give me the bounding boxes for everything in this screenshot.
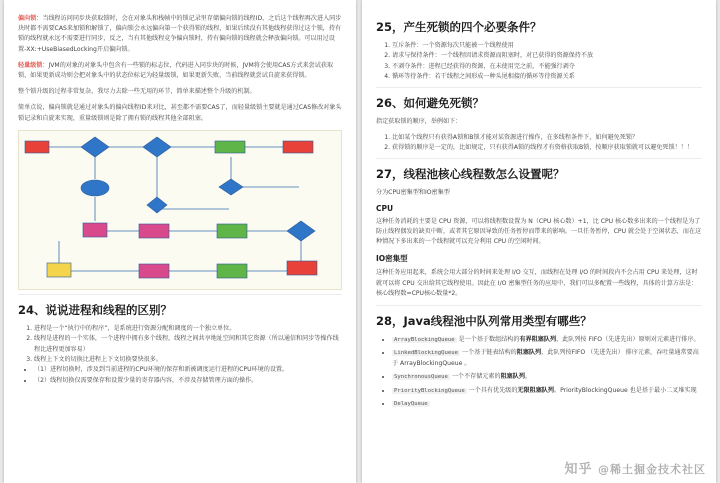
node-upgrade [83,223,107,237]
list-24 [18,324,342,366]
list-24-item-2: 2. 线程是进程的一个实体，一个进程中拥有多个线程，线程之间共享地址空间和其它资源（所以通信和同步等操作线程比进程更加容易） [34,334,342,355]
io-heading: IO密集型 [376,254,408,264]
queue-type-item [392,399,702,409]
section-26-title: 26、如何避免死锁？ [376,95,485,110]
divider [376,158,702,159]
bullet-24-item-2: • （2）线程切换仅需要保存和设置少量的寄存器内容，不涉及存储管理方面的操作。 [34,376,342,386]
queue-type-item: • ArrayBlockingQueue 是一个基于数组结构的有界阻塞队列，此队列按 FIFO（先进先出）原则对元素进行排序。 [392,335,702,345]
cpu-text: 这种任务消耗的主要是 CPU 资源，可以将线程数设置为 N（CPU 核心数）+1，比 CPU 核心数多出来的一个线程是为了防止线程偶发的缺页中断，或者其它原因导致的任务暂停而带来的影响。一旦任务暂停，CPU 就会处于空闲状态，而在这种情况下多出来的一个线程就可以充分利用 CPU 的空闲时间。 [376,217,702,246]
section-27-intro: 分为CPU密集型和IO密集型 [376,188,450,196]
queue-class-name: LinkedBlockingQueue [394,350,458,357]
paragraph-biased-lock [18,14,342,55]
node-check-1 [81,137,109,157]
list-24-item-1: 1. 进程是一个“执行中的程序”，是系统进行资源分配和调度的一个独立单位。 [34,324,342,334]
section-25-title: 25，产生死锁的四个必要条件？ [376,20,542,34]
node-cas [81,180,109,196]
queue-type-list [376,335,702,409]
io-text: 这种任务应用起来，系统会用大部分的时间来处理 I/O 交互，而线程在处理 I/O 的时间段内不会占用 CPU 来处理，这时就可以将 CPU 交出给其它线程使用。因此在 I/O 密集型任务的应用中，我们可以多配置一些线程，具体的计算方法是： 核心线程数=CPU核心数量*2。 [376,269,698,297]
queue-type-item: • LinkedBlockingQueue 一个基于链表结构的阻塞队列，此队列按FIFO （先进先出） 排序元素，吞吐量通常要高于 ArrayBlockingQueue 。 [392,348,702,369]
paragraph-upgrade-intro: 整个锁升级的过程非常复杂，我尽力去除一些无用的环节，简单来描述整个升级的机制。 [18,88,256,96]
lightweight-lock-text: ：JVM的对象的对象头中包含有一些锁的标志位，代码进入同步块的时候，JVM将会使用CAS方式来尝试获取锁，如果更新成功则会把对象头中的状态位标记为轻量级锁，如果更新失败，当前线程就尝试自旋来获得锁。 [18,61,334,80]
right-page [362,0,716,483]
queue-type-item: • PriorityBlockingQueue 一个具有优先级的无限阻塞队列。PriorityBlockingQueue 也是基于最小二叉堆实现 [392,386,702,396]
list-26-item-1: 1. 比如某个线程只有获得A锁和B锁才能对某资源进行操作，在多线程条件下，如何避免死锁？ [392,133,702,143]
node-check-2 [143,137,171,157]
node-check-5 [287,221,315,241]
node-check-3 [147,197,167,213]
divider [18,294,342,295]
biased-lock-label: 偏向锁 [18,15,37,22]
list-24-item-3: 3. 线程上下文的切换比进程上下文切换要快很多。 [34,355,342,365]
section-24-title: 24、说说进程和线程的区别？ [18,302,173,317]
list-26-item-2: 2. 获得锁的顺序是一定的，比如规定，只有获得A锁的线程才有资格获取B锁，按顺序获取锁就可以避免死锁！！！ [392,143,702,153]
list-25-item-2: 2. 请求与保持条件：一个线程因请求资源而阻塞时，对已获得的资源保持不放 [392,51,702,61]
zhihu-watermark: 知乎 @稀土掘金技术社区 [564,462,706,477]
biased-lock-text: ：当线程访问同步块获取锁时，会在对象头和栈帧中的锁记录里存储偏向锁的线程ID，之后这个线程再次进入同步块时都不需要CAS来加锁和解锁了，偏向锁会永远偏向第一个获得锁的线程，如果后续没有其他线程获得过这个锁，持有锁的线程就永远不需要进行同步，反之，当有其他线程竞争偏向锁时，持有偏向锁的线程就会释放偏向锁。可以用过设置-XX:+UseBiasedLocking开启偏向锁。 [18,15,342,53]
section-26-intro: 指定获取锁的顺序，举例如下： [376,117,462,125]
lightweight-lock-label: 轻量级锁 [18,61,43,69]
list-26 [376,133,702,154]
queue-class-name: SynchronousQueue [394,374,448,381]
lock-upgrade-flowchart [18,130,342,290]
queue-class-name: ArrayBlockingQueue [394,337,455,344]
node-start [25,141,49,153]
list-25-item-4: 4. 循环等待条件：若干线程之间形成一种头尾相接的循环等待资源关系 [392,72,702,82]
flowchart-graphic [19,131,343,291]
divider [376,87,702,88]
paragraph-lightweight-lock [18,61,342,81]
bullets-24 [18,365,342,386]
list-25-item-1: 1. 互斥条件：一个资源每次只能被一个线程使用 [392,41,702,51]
left-page [4,0,356,483]
divider [376,305,702,306]
cpu-heading: CPU [376,203,394,213]
node-heavyweight [217,264,247,278]
node-execute [215,141,245,153]
bullet-24-item-1: • （1）进程切换时，涉及到当前进程的CPU环境的保存和新被调度运行进程的CPU环境的设置。 [34,365,342,375]
queue-type-item: • SynchronousQueue 一个不存储元素的阻塞队列。 [392,372,702,382]
node-end-2 [287,261,317,275]
node-revoke [139,224,169,238]
node-cas-replace [139,264,169,278]
node-spin [47,263,71,277]
section-27-title: 27，线程池核心线程数怎么设置呢？ [376,166,565,181]
queue-class-name: DelayQueue [394,401,428,408]
paragraph-summary: 简单点说，偏向锁就是通过对象头的偏向线程ID来对比，甚至都不需要CAS了，而轻量级锁主要就是通过CAS修改对象头锁记录和自旋来实现，重量级锁则是除了拥有锁的线程其他全部阻塞。 [18,104,342,122]
section-28-title: 28，Java线程池中队列常用类型有哪些？ [376,314,592,329]
queue-class-name: PriorityBlockingQueue [394,387,465,394]
node-check-4 [219,179,243,195]
node-end-1 [283,141,313,153]
list-25-item-3: 3. 不剥夺条件：进程已经获得的资源，在未使用完之前，不能强行剥夺 [392,62,702,72]
list-25 [376,41,702,83]
node-lightweight [217,224,247,238]
